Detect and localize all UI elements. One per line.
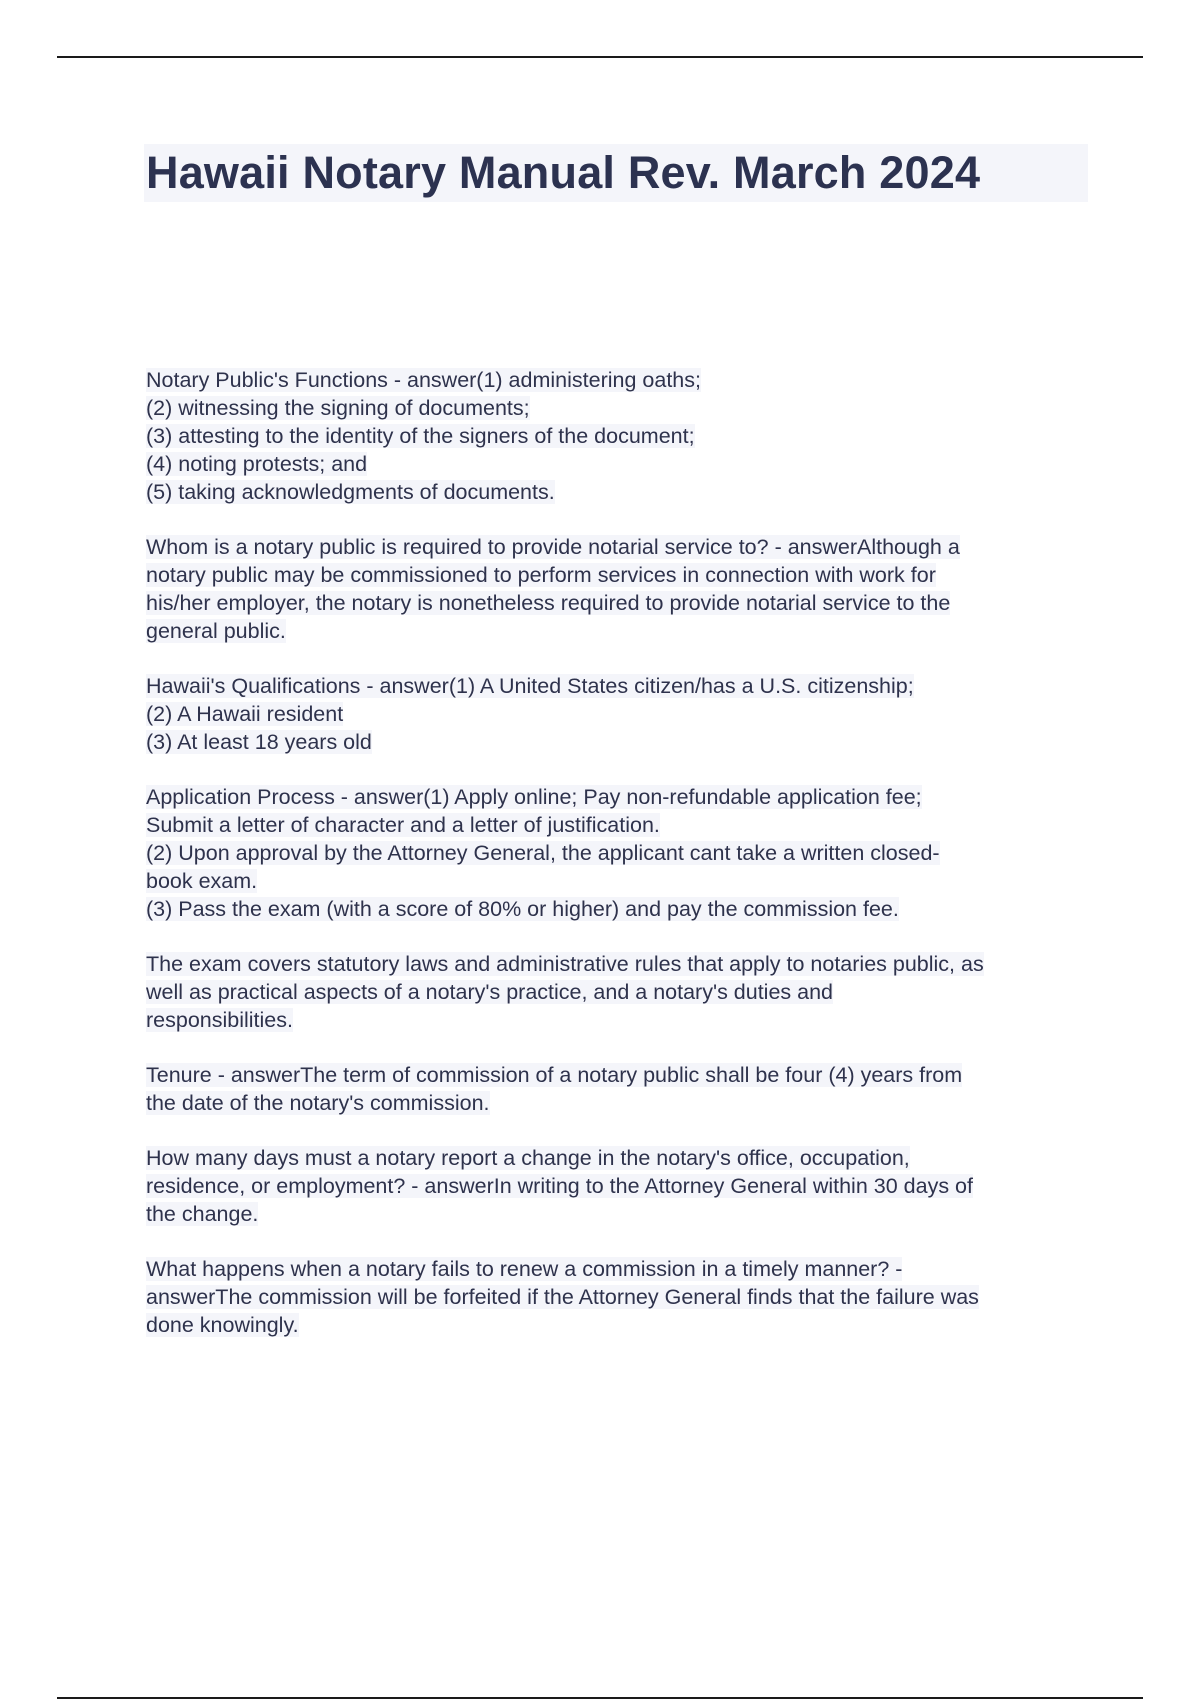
card-line: How many days must a notary report a change in the notary's office, occupation,	[146, 1146, 910, 1170]
card-line: (4) noting protests; and	[146, 452, 368, 476]
card-line: Tenure - answerThe term of commission of a notary public shall be four (4) years from	[146, 1063, 963, 1087]
card-line: well as practical aspects of a notary's practice, and a notary's duties and	[146, 980, 834, 1004]
card-line: Hawaii's Qualifications - answer(1) A United States citizen/has a U.S. citizenship;	[146, 674, 914, 698]
card-line: (2) A Hawaii resident	[146, 702, 344, 726]
card-line: the date of the notary's commission.	[146, 1091, 490, 1115]
card-line: the change.	[146, 1202, 259, 1226]
card-line: (2) witnessing the signing of documents;	[146, 396, 530, 420]
card-line: answerThe commission will be forfeited if the Attorney General finds that the failure was	[146, 1285, 979, 1309]
flashcard-exam-coverage	[146, 950, 1096, 1034]
card-line: (3) attesting to the identity of the signers of the document;	[146, 424, 695, 448]
card-line: notary public may be commissioned to perform services in connection with work for	[146, 563, 936, 587]
card-line: Application Process - answer(1) Apply online; Pay non-refundable application fee;	[146, 785, 922, 809]
card-line: book exam.	[146, 869, 258, 893]
flashcard-list	[146, 366, 1096, 1366]
bottom-divider	[57, 1697, 1143, 1699]
card-line: (5) taking acknowledgments of documents.	[146, 480, 555, 504]
card-line: Whom is a notary public is required to provide notarial service to? - answerAlthough a	[146, 535, 960, 559]
flashcard-qualifications	[146, 672, 1096, 756]
flashcard-service-to-whom	[146, 533, 1096, 645]
card-line: residence, or employment? - answerIn writing to the Attorney General within 30 days of	[146, 1174, 973, 1198]
page-title: Hawaii Notary Manual Rev. March 2024	[146, 147, 981, 198]
card-line: his/her employer, the notary is nonetheless required to provide notarial service to the	[146, 591, 951, 615]
card-line: The exam covers statutory laws and administrative rules that apply to notaries public, as	[146, 952, 984, 976]
card-line: (3) Pass the exam (with a score of 80% or higher) and pay the commission fee.	[146, 897, 899, 921]
card-line: general public.	[146, 619, 286, 643]
card-line: Submit a letter of character and a letter of justification.	[146, 813, 660, 837]
flashcard-application-process	[146, 783, 1096, 923]
card-line: Notary Public's Functions - answer(1) administering oaths;	[146, 368, 701, 392]
card-line: (3) At least 18 years old	[146, 730, 372, 754]
flashcard-tenure	[146, 1061, 1096, 1117]
card-line: What happens when a notary fails to renew a commission in a timely manner? -	[146, 1257, 903, 1281]
card-line: done knowingly.	[146, 1313, 299, 1337]
card-line: (2) Upon approval by the Attorney General, the applicant cant take a written closed-	[146, 841, 940, 865]
card-line: responsibilities.	[146, 1008, 293, 1032]
flashcard-notary-functions	[146, 366, 1096, 506]
top-divider	[57, 56, 1143, 58]
flashcard-renewal-failure	[146, 1255, 1096, 1339]
flashcard-change-report	[146, 1144, 1096, 1228]
